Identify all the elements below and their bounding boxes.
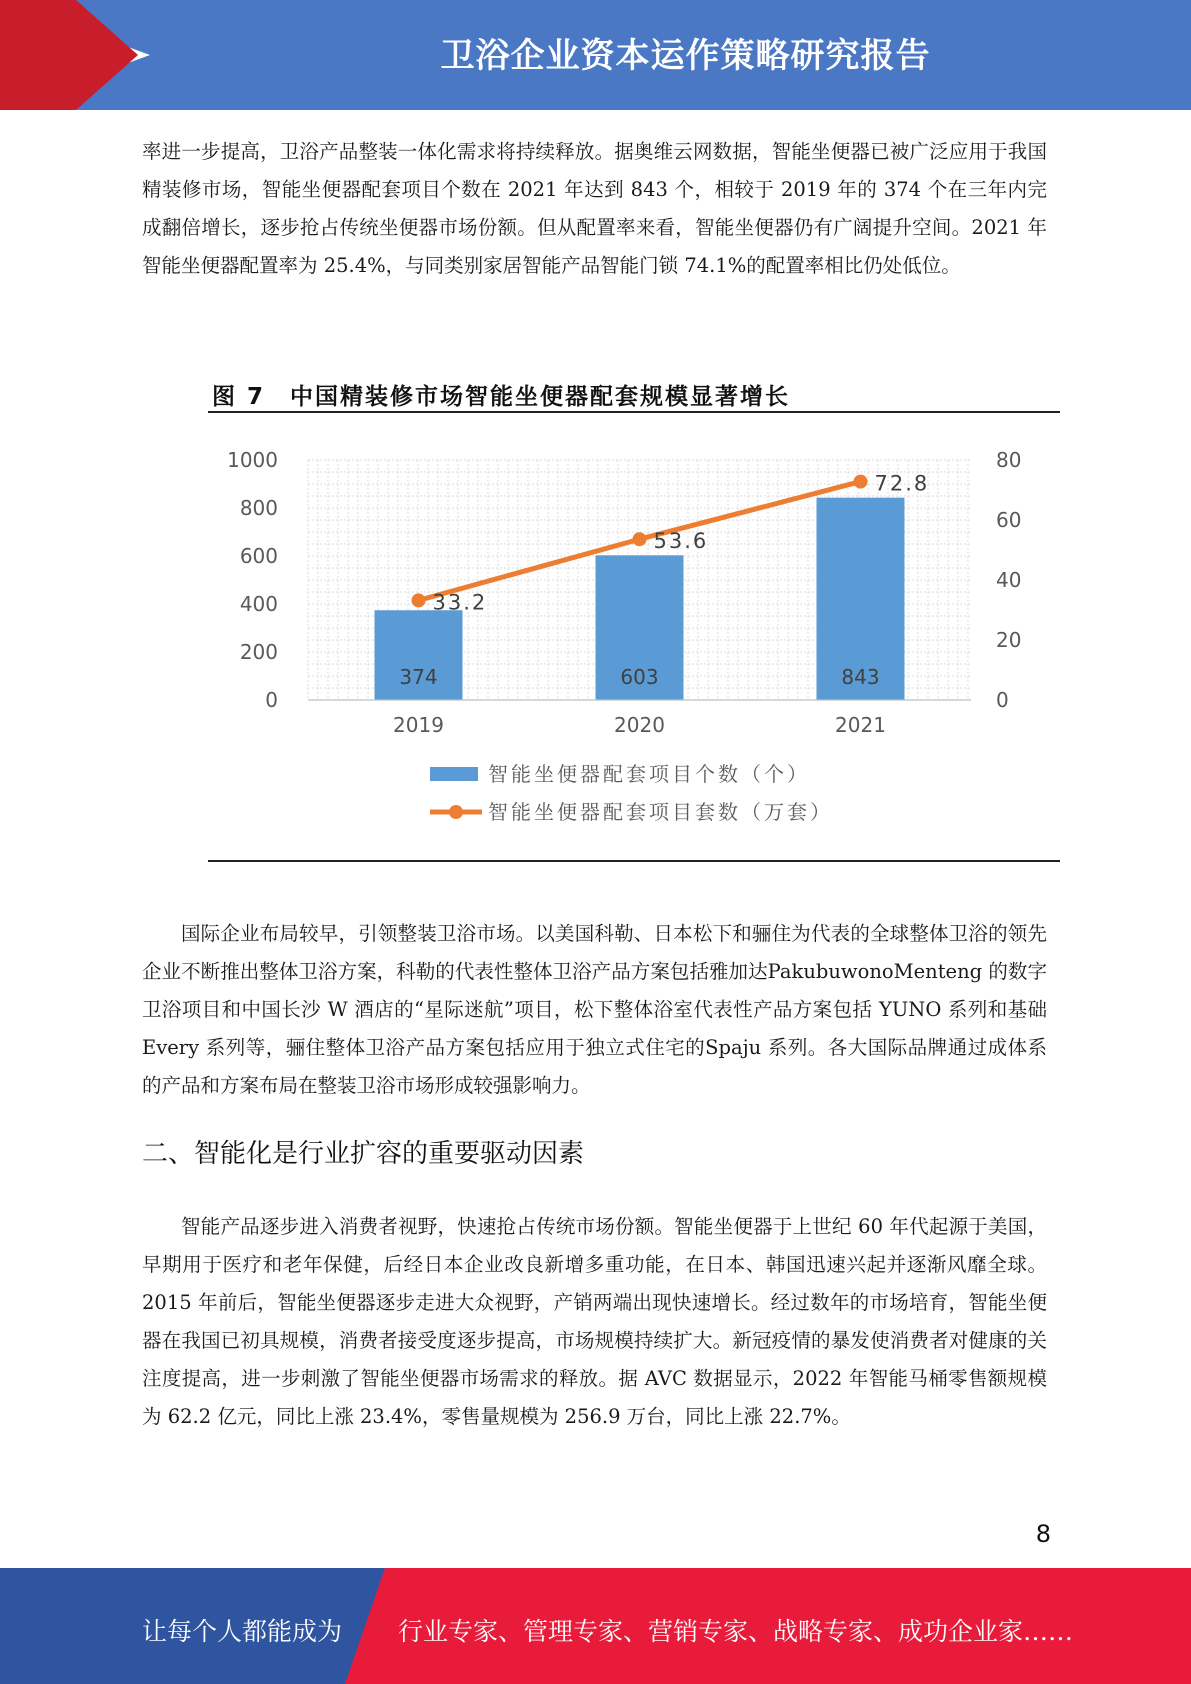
page-footer — [0, 1568, 1191, 1684]
body-paragraph-2: 国际企业布局较早，引领整装卫浴市场。以美国科勒、日本松下和骊住为代表的全球整体卫浴的领先企业不断推出整体卫浴方案，科勒的代表性整体卫浴产品方案包括雅加达PakubuwonoMenteng 的数字卫浴项目和中国长沙 W 酒店的“星际迷航”项目，松下整体浴室代表性产品方案包括 YUNO 系列和基础 Every 系列等，骊住整体卫浴产品方案包括应用于独立式住宅的Spaju 系列。各大国际品牌通过成体系的产品和方案布局在整装卫浴市场形成较强影响力。 — [142, 922, 1047, 1097]
line-value-label: 72.8 — [874, 471, 930, 496]
y-tick-label: 400 — [239, 592, 278, 616]
y2-tick-label: 20 — [996, 628, 1022, 652]
y-tick-label: 600 — [239, 544, 278, 568]
bar-value-label: 374 — [399, 665, 438, 689]
body-paragraph-3: 智能产品逐步进入消费者视野，快速抢占传统市场份额。智能坐便器于上世纪 60 年代起源于美国，早期用于医疗和老年保健，后经日本企业改良新增多重功能，在日本、韩国迅速兴起并逐渐风靡全球。2015 年前后，智能坐便器逐步走进大众视野，产销两端出现快速增长。经过数年的市场培育，智能坐便器在我国已初具规模，消费者接受度逐步提高，市场规模持续扩大。新冠疫情的暴发使消费者对健康的关注度提高，进一步刺激了智能坐便器市场需求的释放。据 AVC 数据显示，2022 年智能马桶零售额规模为 62.2 亿元，同比上涨 23.4%，零售量规模为 256.9 万台，同比上涨 22.7%。 — [142, 1215, 1047, 1428]
figure-top-rule — [208, 411, 1060, 413]
section-heading: 二、智能化是行业扩容的重要驱动因素 — [142, 1139, 585, 1169]
combo-chart — [208, 420, 1060, 850]
y-tick-label: 200 — [239, 640, 278, 664]
footer-slogan-right: 行业专家、管理专家、营销专家、战略专家、成功企业家…… — [398, 1617, 1074, 1646]
header-red-arrow — [76, 0, 138, 110]
body-paragraph-1: 率进一步提高，卫浴产品整装一体化需求将持续释放。据奥维云网数据，智能坐便器已被广泛应用于我国精装修市场，智能坐便器配套项目个数在 2021 年达到 843 个，相较于 2019 年的 374 个在三年内完成翻倍增长，逐步抢占传统坐便器市场份额。但从配置率来看，智能坐便器仍有广阔提升空间。2021 年智能坐便器配置率为 25.4%，与同类别家居智能产品智能门锁 74.1%的配置率相比仍处低位。 — [142, 140, 1047, 277]
y2-tick-label: 0 — [996, 688, 1009, 712]
report-title: 卫浴企业资本运作策略研究报告 — [440, 36, 931, 76]
bar-value-label: 603 — [620, 665, 659, 689]
legend-bar-swatch — [430, 767, 478, 781]
y2-tick-label: 80 — [996, 448, 1022, 472]
line-point — [854, 475, 868, 489]
page-header — [0, 0, 1191, 110]
line-point — [633, 532, 647, 546]
legend-line-marker — [449, 805, 463, 819]
y2-tick-label: 60 — [996, 508, 1022, 532]
bar-value-label: 843 — [841, 665, 880, 689]
x-tick-label: 2020 — [614, 713, 665, 737]
line-value-label: 33.2 — [432, 590, 488, 615]
header-red-block — [0, 0, 76, 110]
line-value-label: 53.6 — [653, 529, 709, 554]
figure-title: 图 7 中国精装修市场智能坐便器配套规模显著增长 — [212, 384, 791, 410]
x-tick-label: 2019 — [393, 713, 444, 737]
figure-bottom-rule — [208, 860, 1060, 862]
page-number: 8 — [1035, 1520, 1051, 1548]
y-tick-label: 1000 — [227, 448, 278, 472]
x-tick-label: 2021 — [835, 713, 886, 737]
chart-legend — [430, 762, 833, 824]
legend-bar-label: 智能坐便器配套项目个数（个） — [488, 762, 810, 786]
legend-line-label: 智能坐便器配套项目套数（万套） — [488, 800, 833, 824]
line-point — [412, 593, 426, 607]
y2-tick-label: 40 — [996, 568, 1022, 592]
footer-slogan-left: 让每个人都能成为 — [142, 1617, 343, 1646]
y-tick-label: 0 — [265, 688, 278, 712]
y-tick-label: 800 — [239, 496, 278, 520]
